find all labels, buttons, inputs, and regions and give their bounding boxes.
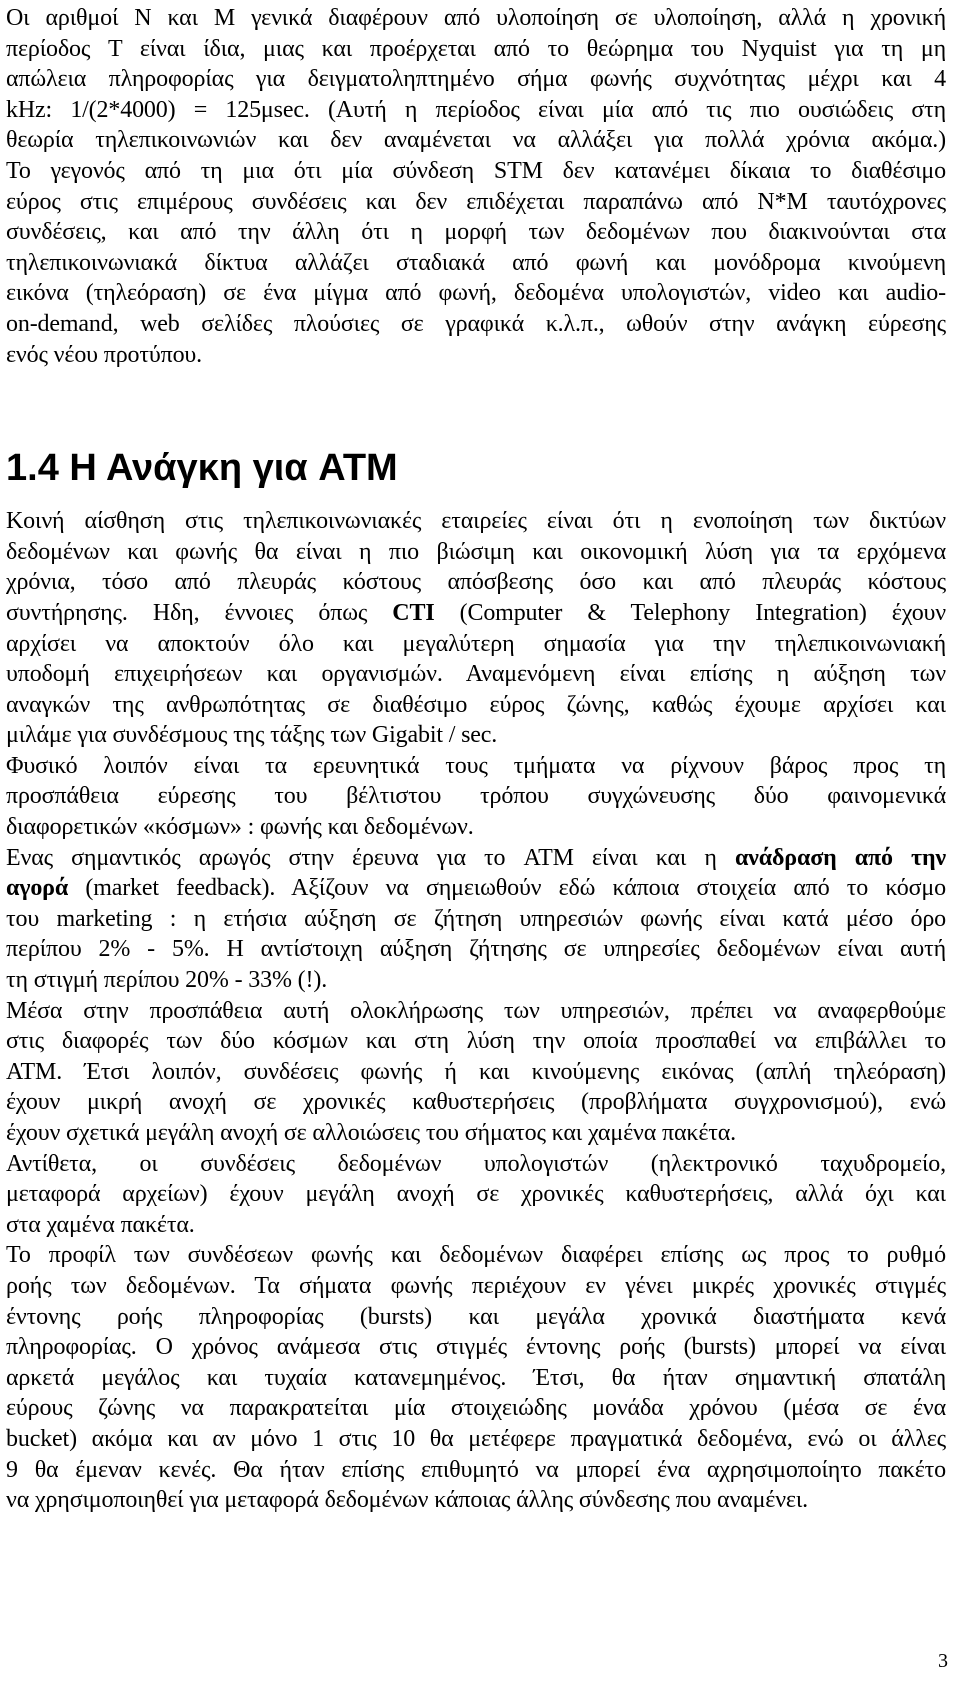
- text-line: στα χαμένα πακέτα.: [6, 1211, 195, 1238]
- text-line: αρχίσει να αποκτούν όλο και μεγαλύτερη σημασία για την τηλεπικοινωνιακή: [6, 630, 946, 657]
- text-line: έχουν μικρή ανοχή σε χρονικές καθυστερήσεις (προβλήματα συγχρονισμού), ενώ: [6, 1089, 946, 1116]
- text-line: υποδομή επιχειρήσεων και οργανισμών. Αναμενόμενη είναι επίσης η αύξηση των: [6, 661, 946, 688]
- bold-phrase: αγορά: [6, 875, 69, 902]
- text-line: Φυσικό λοιπόν είναι τα ερευνητικά τους τμήματα να ρίχνουν βάρος προς τη: [6, 752, 946, 779]
- intro-paragraph: [6, 0, 946, 370]
- text-line: ATM. Έτσι λοιπόν, συνδέσεις φωνής ή και κινούμενης εικόνας (απλή τηλεόραση): [6, 1058, 946, 1085]
- text-line: τηλεπικοινωνιακά δίκτυα αλλάζει σταδιακά από φωνή και μονόδρομα κινούμενη: [6, 249, 946, 276]
- text-line: kHz: 1/(2*4000) = 125μsec. (Αυτή η περίοδος είναι μία από τις πιο ουσιώδεις στη: [6, 96, 946, 123]
- text-line: συνδέσεις, και από την άλλη ότι η μορφή των δεδομένων που διακινούνται στα: [6, 219, 946, 246]
- text-line: έχουν σχετικά μεγάλη ανοχή σε αλλοιώσεις του σήματος και χαμένα πακέτα.: [6, 1120, 737, 1146]
- text-line: Το γεγονός από τη μια ότι μία σύνδεση STM δεν κατανέμει δίκαια το διαθέσιμο: [6, 157, 946, 184]
- text-line: εύρους ζώνης να παρακρατείται μία στοιχειώδης μονάδα χρόνου (μέσα σε ένα: [6, 1395, 946, 1422]
- cti-term: CTI: [392, 599, 435, 626]
- text-line: Μέσα στην προσπάθεια αυτή ολοκλήρωσης των υπηρεσιών, πρέπει να αναφερθούμε: [6, 997, 946, 1024]
- section-body: [6, 506, 946, 1516]
- text-line: Το προφίλ των συνδέσεων φωνής και δεδομένων διαφέρει επίσης ως προς το ρυθμό: [6, 1242, 946, 1269]
- document-page: [6, 0, 946, 1516]
- page-number: 3: [938, 1650, 948, 1672]
- text-line: του marketing : η ετήσια αύξηση σε ζήτηση υπηρεσιών φωνής είναι κατά μέσο όρο: [6, 905, 946, 932]
- text-line: περίπου 2% - 5%. Η αντίστοιχη αύξηση ζήτησης σε υπηρεσίες δεδομένων είναι αυτή: [6, 936, 946, 963]
- text-line: δεδομένων και φωνής θα είναι η πιο βιώσιμη και οικονομική λύση για τα ερχόμενα: [6, 538, 946, 565]
- text-line: να χρησιμοποιηθεί για μεταφορά δεδομένων κάποιας άλλης σύνδεσης που αναμένει.: [6, 1487, 809, 1514]
- text-line: εύρος στις επιμέρους συνδέσεις και δεν επιδέχεται παραπάνω από N*M ταυτόχρονες: [6, 188, 946, 215]
- text-line: πληροφορίας. Ο χρόνος ανάμεσα στις στιγμές έντονης ροής (bursts) μπορεί να είναι: [6, 1334, 946, 1361]
- text-line: περίοδος T είναι ίδια, μιας και προέρχεται από το θεώρημα του Nyquist για τη μη: [6, 35, 946, 62]
- text-run: (Computer & Telephony Integration) έχουν: [434, 599, 946, 626]
- text-line: [6, 598, 946, 629]
- text-line: Κοινή αίσθηση στις τηλεπικοινωνιακές εταιρείες είναι ότι η ενοποίηση των δικτύων: [6, 508, 946, 535]
- text-line: στις διαφορές των δύο κόσμων και στη λύση την οποία προσπαθεί να επιβάλλει το: [6, 1028, 946, 1055]
- text-run: συντήρησης. Ηδη, έννοιες όπως: [6, 599, 393, 626]
- text-line: 9 θα έμεναν κενές. Θα ήταν επίσης επιθυμητό να μπορεί ένα αχρησιμοποίητο πακέτο: [6, 1456, 946, 1483]
- text-line: [6, 843, 946, 874]
- text-line: on-demand, web σελίδες πλούσιες σε γραφικά κ.λ.π., ωθούν στην ανάγκη εύρεσης: [6, 310, 946, 337]
- text-line: Αντίθετα, οι συνδέσεις δεδομένων υπολογιστών (ηλεκτρονικό ταχυδρομείο,: [6, 1150, 946, 1177]
- text-line: ενός νέου προτύπου.: [6, 341, 203, 368]
- text-line: [6, 873, 946, 904]
- text-run: (market feedback). Αξίζουν να σημειωθούν εδώ κάποια στοιχεία από το κόσμο: [68, 875, 946, 902]
- text-line: τη στιγμή περίπου 20% - 33% (!).: [6, 967, 328, 994]
- text-line: χρόνια, τόσο από πλευράς κόστους απόσβεσης όσο και από πλευράς κόστους: [6, 569, 946, 596]
- text-line: ροής των δεδομένων. Τα σήματα φωνής περιέχουν εν γένει μικρές χρονικές στιγμές: [6, 1272, 946, 1299]
- bold-phrase: ανάδραση από την: [734, 844, 946, 871]
- text-line: μιλάμε για συνδέσμους της τάξης των Gigabit / sec.: [6, 722, 498, 749]
- text-line: εικόνα (τηλεόραση) σε ένα μίγμα από φωνή, δεδομένα υπολογιστών, video και audio-: [6, 280, 946, 307]
- text-line: αναγκών της ανθρωπότητας σε διαθέσιμο εύρος ζώνης, καθώς έχουμε αρχίσει και: [6, 691, 946, 718]
- text-line: θεωρία τηλεπικοινωνιών και δεν αναμένεται να αλλάξει για πολλά χρόνια ακόμα.): [6, 127, 946, 154]
- section-heading: 1.4 Η Ανάγκη για ATM: [6, 447, 398, 490]
- text-run: Ενας σημαντικός αρωγός στην έρευνα για το ATM είναι και η: [6, 844, 735, 871]
- text-line: bucket) ακόμα και αν μόνο 1 στις 10 θα μετέφερε πραγματικά δεδομένα, ενώ οι άλλες: [6, 1425, 946, 1452]
- text-line: απώλεια πληροφορίας για δειγματοληπτημένο σήμα φωνής συχνότητας μέχρι και 4: [6, 66, 946, 93]
- text-line: προσπάθεια εύρεσης του βέλτιστου τρόπου συγχώνευσης δύο φαινομενικά: [6, 783, 946, 810]
- text-line: μεταφορά αρχείων) έχουν μεγάλη ανοχή σε χρονικές καθυστερήσεις, αλλά όχι και: [6, 1181, 946, 1208]
- text-line: έντονης ροής πληροφορίας (bursts) και μεγάλα χρονικά διαστήματα κενά: [6, 1303, 946, 1330]
- text-line: διαφορετικών «κόσμων» : φωνής και δεδομένων.: [6, 814, 474, 841]
- text-line: Οι αριθμοί N και M γενικά διαφέρουν από υλοποίηση σε υλοποίηση, αλλά η χρονική: [6, 5, 946, 31]
- text-line: αρκετά μεγάλος και τυχαία κατανεμημένος. Έτσι, θα ήταν σημαντική σπατάλη: [6, 1364, 946, 1391]
